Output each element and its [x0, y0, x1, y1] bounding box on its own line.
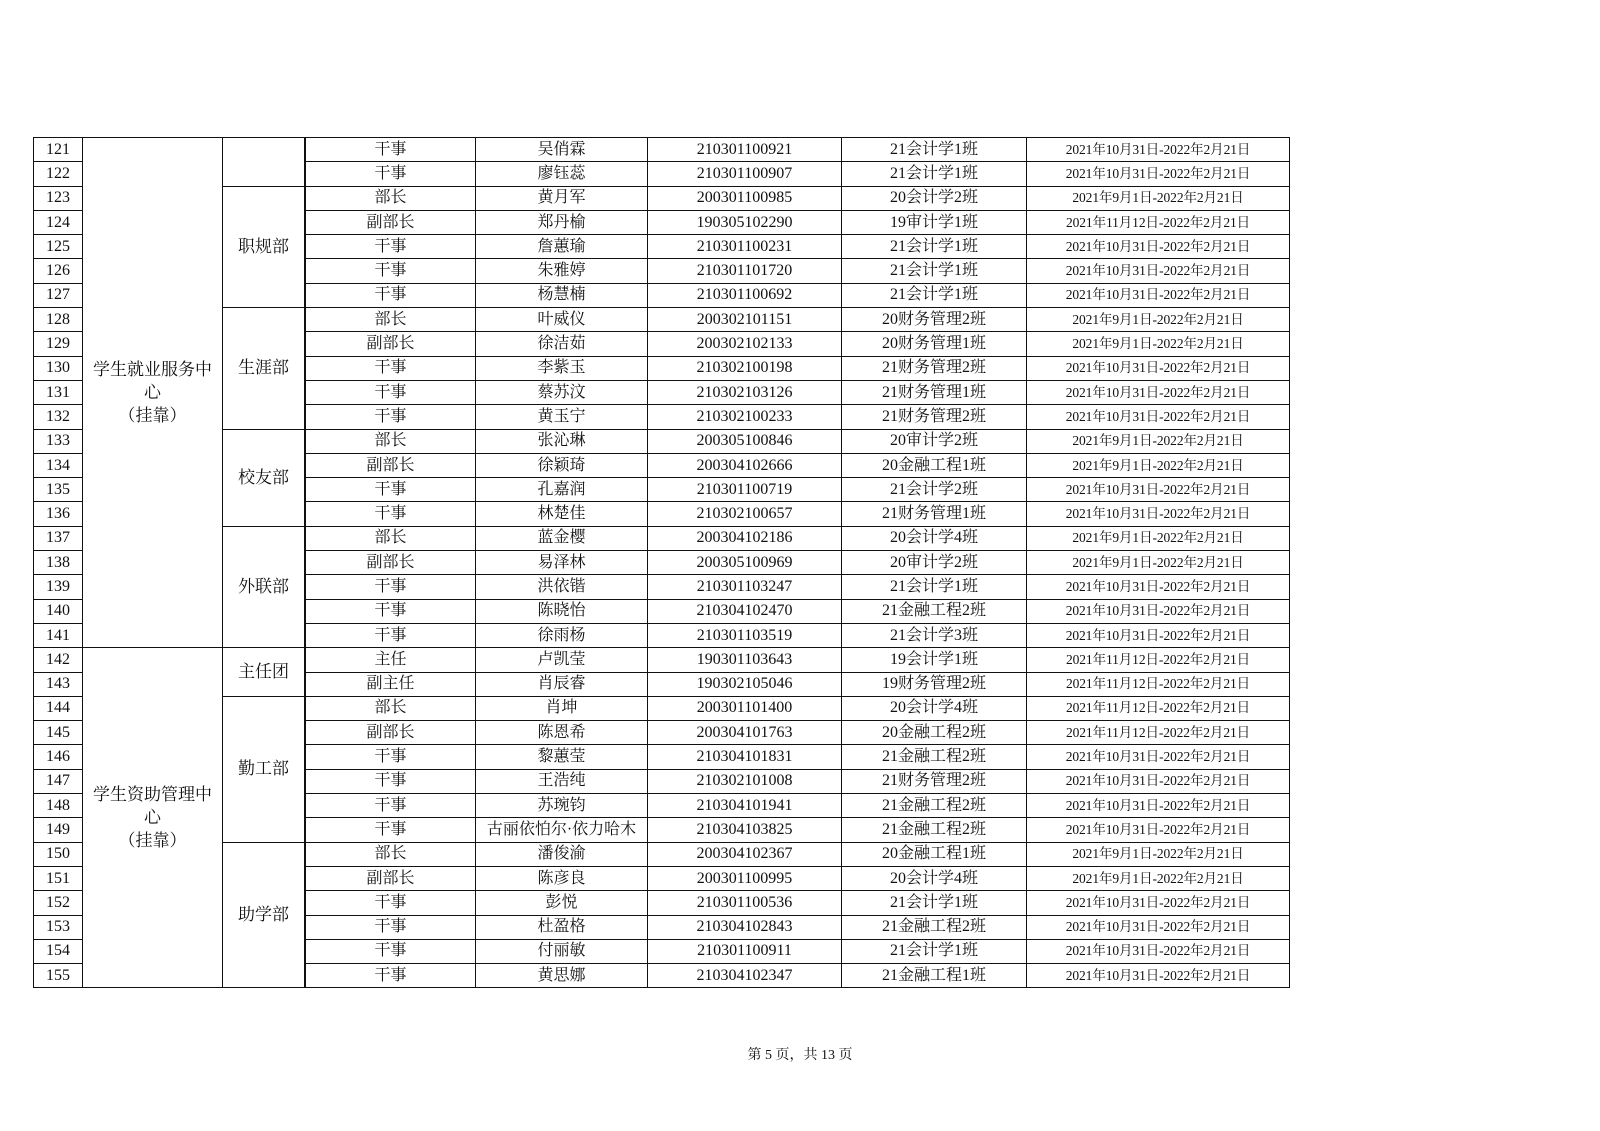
student-id-cell: 210301100911 — [648, 939, 842, 963]
center-group-cell — [83, 138, 223, 648]
row-number-cell: 147 — [34, 769, 83, 793]
class-cell: 21会计学2班 — [842, 478, 1027, 502]
class-cell: 21财务管理2班 — [842, 405, 1027, 429]
position-cell: 干事 — [306, 623, 476, 647]
center-affiliation: （挂靠） — [118, 406, 187, 426]
class-cell: 20金融工程1班 — [842, 842, 1027, 866]
class-cell: 19会计学1班 — [842, 648, 1027, 672]
student-id-cell: 200301100985 — [648, 186, 842, 210]
student-id-cell: 210302101008 — [648, 769, 842, 793]
term-period-cell: 2021年10月31日-2022年2月21日 — [1027, 794, 1290, 818]
term-period-cell: 2021年10月31日-2022年2月21日 — [1027, 891, 1290, 915]
position-cell: 副部长 — [306, 210, 476, 234]
student-id-cell: 210301100719 — [648, 478, 842, 502]
name-cell: 徐洁茹 — [476, 332, 648, 356]
row-number-cell: 126 — [34, 259, 83, 283]
position-cell: 部长 — [306, 308, 476, 332]
term-period-cell: 2021年10月31日-2022年2月21日 — [1027, 939, 1290, 963]
position-cell: 干事 — [306, 939, 476, 963]
class-cell: 20财务管理2班 — [842, 308, 1027, 332]
position-cell: 副部长 — [306, 721, 476, 745]
position-cell: 干事 — [306, 745, 476, 769]
term-period-cell: 2021年10月31日-2022年2月21日 — [1027, 818, 1290, 842]
position-cell: 干事 — [306, 138, 476, 162]
class-cell: 20会计学2班 — [842, 186, 1027, 210]
department-cell: 助学部 — [223, 842, 305, 988]
department-cell: 外联部 — [223, 526, 305, 647]
class-cell: 21会计学1班 — [842, 283, 1027, 307]
position-cell: 干事 — [306, 599, 476, 623]
term-period-cell: 2021年10月31日-2022年2月21日 — [1027, 380, 1290, 404]
student-id-cell: 210302100657 — [648, 502, 842, 526]
position-cell: 部长 — [306, 696, 476, 720]
student-id-cell: 210304102843 — [648, 915, 842, 939]
row-number-cell: 139 — [34, 575, 83, 599]
term-period-cell: 2021年9月1日-2022年2月21日 — [1027, 453, 1290, 477]
term-period-cell: 2021年10月31日-2022年2月21日 — [1027, 769, 1290, 793]
term-period-cell: 2021年10月31日-2022年2月21日 — [1027, 259, 1290, 283]
term-period-cell: 2021年10月31日-2022年2月21日 — [1027, 964, 1290, 988]
row-number-cell: 127 — [34, 283, 83, 307]
name-cell: 叶威仪 — [476, 308, 648, 332]
student-id-cell: 200304102367 — [648, 842, 842, 866]
name-cell: 徐颖琦 — [476, 453, 648, 477]
student-id-cell: 210301100692 — [648, 283, 842, 307]
row-number-cell: 153 — [34, 915, 83, 939]
row-number-cell: 129 — [34, 332, 83, 356]
student-id-cell: 200302101151 — [648, 308, 842, 332]
row-number-cell: 132 — [34, 405, 83, 429]
position-cell: 干事 — [306, 915, 476, 939]
term-period-cell: 2021年9月1日-2022年2月21日 — [1027, 308, 1290, 332]
student-id-cell: 200302102133 — [648, 332, 842, 356]
term-period-cell: 2021年9月1日-2022年2月21日 — [1027, 866, 1290, 890]
row-number-cell: 151 — [34, 866, 83, 890]
name-cell: 吴俏霖 — [476, 138, 648, 162]
row-number-cell: 128 — [34, 308, 83, 332]
row-number-cell: 152 — [34, 891, 83, 915]
student-id-cell: 190302105046 — [648, 672, 842, 696]
name-cell: 卢凯莹 — [476, 648, 648, 672]
position-cell: 干事 — [306, 478, 476, 502]
page-footer: 第 5 页，共 13 页 — [747, 1048, 853, 1063]
name-cell: 徐雨杨 — [476, 623, 648, 647]
name-cell: 李紫玉 — [476, 356, 648, 380]
name-cell: 杜盈格 — [476, 915, 648, 939]
name-cell: 潘俊渝 — [476, 842, 648, 866]
position-cell: 副部长 — [306, 551, 476, 575]
row-number-cell: 140 — [34, 599, 83, 623]
term-period-cell: 2021年10月31日-2022年2月21日 — [1027, 162, 1290, 186]
table-row — [34, 842, 1290, 866]
position-cell: 干事 — [306, 356, 476, 380]
student-id-cell: 210301100231 — [648, 235, 842, 259]
student-id-cell: 210301100921 — [648, 138, 842, 162]
term-period-cell: 2021年11月12日-2022年2月21日 — [1027, 721, 1290, 745]
student-id-cell: 210301103519 — [648, 623, 842, 647]
table-row — [34, 186, 1290, 210]
row-number-cell: 133 — [34, 429, 83, 453]
class-cell: 21财务管理2班 — [842, 356, 1027, 380]
student-id-cell: 210301103247 — [648, 575, 842, 599]
name-cell: 郑丹榆 — [476, 210, 648, 234]
class-cell: 21会计学1班 — [842, 891, 1027, 915]
row-number-cell: 135 — [34, 478, 83, 502]
row-number-cell: 138 — [34, 551, 83, 575]
center-name: 学生资助管理中心 — [93, 785, 212, 828]
class-cell: 20财务管理1班 — [842, 332, 1027, 356]
member-table-body — [34, 138, 1290, 988]
name-cell: 黄玉宁 — [476, 405, 648, 429]
name-cell: 黎蕙莹 — [476, 745, 648, 769]
position-cell: 部长 — [306, 186, 476, 210]
class-cell: 21金融工程1班 — [842, 964, 1027, 988]
class-cell: 21财务管理1班 — [842, 502, 1027, 526]
position-cell: 干事 — [306, 162, 476, 186]
term-period-cell: 2021年9月1日-2022年2月21日 — [1027, 526, 1290, 550]
position-cell: 主任 — [306, 648, 476, 672]
name-cell: 苏琬钧 — [476, 794, 648, 818]
table-row — [34, 429, 1290, 453]
class-cell: 21金融工程2班 — [842, 915, 1027, 939]
row-number-cell: 137 — [34, 526, 83, 550]
term-period-cell: 2021年10月31日-2022年2月21日 — [1027, 915, 1290, 939]
term-period-cell: 2021年10月31日-2022年2月21日 — [1027, 405, 1290, 429]
class-cell: 19财务管理2班 — [842, 672, 1027, 696]
class-cell: 21会计学3班 — [842, 623, 1027, 647]
class-cell: 21会计学1班 — [842, 259, 1027, 283]
term-period-cell: 2021年10月31日-2022年2月21日 — [1027, 575, 1290, 599]
name-cell: 黄思娜 — [476, 964, 648, 988]
term-period-cell: 2021年9月1日-2022年2月21日 — [1027, 429, 1290, 453]
row-number-cell: 125 — [34, 235, 83, 259]
position-cell: 干事 — [306, 502, 476, 526]
position-cell: 副部长 — [306, 332, 476, 356]
row-number-cell: 122 — [34, 162, 83, 186]
student-id-cell: 200304102186 — [648, 526, 842, 550]
row-number-cell: 149 — [34, 818, 83, 842]
position-cell: 部长 — [306, 429, 476, 453]
position-cell: 干事 — [306, 235, 476, 259]
student-id-cell: 200305100969 — [648, 551, 842, 575]
student-id-cell: 210304101831 — [648, 745, 842, 769]
position-cell: 部长 — [306, 842, 476, 866]
name-cell: 付丽敏 — [476, 939, 648, 963]
class-cell: 21会计学1班 — [842, 939, 1027, 963]
class-cell: 20金融工程2班 — [842, 721, 1027, 745]
term-period-cell: 2021年10月31日-2022年2月21日 — [1027, 623, 1290, 647]
class-cell: 21金融工程2班 — [842, 818, 1027, 842]
table-row — [34, 648, 1290, 672]
term-period-cell: 2021年10月31日-2022年2月21日 — [1027, 599, 1290, 623]
term-period-cell: 2021年10月31日-2022年2月21日 — [1027, 745, 1290, 769]
name-cell: 蓝金樱 — [476, 526, 648, 550]
student-id-cell: 200301100995 — [648, 866, 842, 890]
class-cell: 20会计学4班 — [842, 866, 1027, 890]
name-cell: 肖坤 — [476, 696, 648, 720]
position-cell: 干事 — [306, 283, 476, 307]
name-cell: 肖辰睿 — [476, 672, 648, 696]
row-number-cell: 131 — [34, 380, 83, 404]
term-period-cell: 2021年10月31日-2022年2月21日 — [1027, 356, 1290, 380]
name-cell: 易泽林 — [476, 551, 648, 575]
term-period-cell: 2021年10月31日-2022年2月21日 — [1027, 502, 1290, 526]
position-cell: 干事 — [306, 575, 476, 599]
student-id-cell: 210304101941 — [648, 794, 842, 818]
row-number-cell: 124 — [34, 210, 83, 234]
position-cell: 副部长 — [306, 453, 476, 477]
position-cell: 副部长 — [306, 866, 476, 890]
position-cell: 干事 — [306, 891, 476, 915]
class-cell: 21会计学1班 — [842, 162, 1027, 186]
term-period-cell: 2021年11月12日-2022年2月21日 — [1027, 696, 1290, 720]
row-number-cell: 121 — [34, 138, 83, 162]
table-row — [34, 526, 1290, 550]
name-cell: 古丽依怕尔·依力哈木 — [476, 818, 648, 842]
student-id-cell: 210302103126 — [648, 380, 842, 404]
row-number-cell: 141 — [34, 623, 83, 647]
name-cell: 孔嘉润 — [476, 478, 648, 502]
term-period-cell: 2021年11月12日-2022年2月21日 — [1027, 648, 1290, 672]
student-id-cell: 190301103643 — [648, 648, 842, 672]
student-id-cell: 210301101720 — [648, 259, 842, 283]
position-cell: 干事 — [306, 380, 476, 404]
row-number-cell: 145 — [34, 721, 83, 745]
name-cell: 陈晓怡 — [476, 599, 648, 623]
student-id-cell: 210302100198 — [648, 356, 842, 380]
student-id-cell: 200304101763 — [648, 721, 842, 745]
name-cell: 廖钰蕊 — [476, 162, 648, 186]
row-number-cell: 154 — [34, 939, 83, 963]
row-number-cell: 146 — [34, 745, 83, 769]
class-cell: 21财务管理1班 — [842, 380, 1027, 404]
name-cell: 陈彦良 — [476, 866, 648, 890]
term-period-cell: 2021年11月12日-2022年2月21日 — [1027, 210, 1290, 234]
student-id-cell: 210304102470 — [648, 599, 842, 623]
term-period-cell: 2021年9月1日-2022年2月21日 — [1027, 842, 1290, 866]
department-cell: 主任团 — [223, 648, 305, 697]
name-cell: 彭悦 — [476, 891, 648, 915]
term-period-cell: 2021年11月12日-2022年2月21日 — [1027, 672, 1290, 696]
class-cell: 20审计学2班 — [842, 551, 1027, 575]
department-cell — [223, 138, 305, 187]
position-cell: 干事 — [306, 405, 476, 429]
position-cell: 干事 — [306, 259, 476, 283]
class-cell: 20会计学4班 — [842, 526, 1027, 550]
term-period-cell: 2021年9月1日-2022年2月21日 — [1027, 332, 1290, 356]
department-cell: 生涯部 — [223, 308, 305, 429]
row-number-cell: 155 — [34, 964, 83, 988]
term-period-cell: 2021年10月31日-2022年2月21日 — [1027, 138, 1290, 162]
table-row — [34, 138, 1290, 162]
center-group-cell — [83, 648, 223, 988]
name-cell: 朱雅婷 — [476, 259, 648, 283]
student-id-cell: 200304102666 — [648, 453, 842, 477]
class-cell: 21会计学1班 — [842, 575, 1027, 599]
center-affiliation: （挂靠） — [118, 831, 187, 851]
term-period-cell: 2021年10月31日-2022年2月21日 — [1027, 235, 1290, 259]
name-cell: 杨慧楠 — [476, 283, 648, 307]
position-cell: 副主任 — [306, 672, 476, 696]
department-cell: 职规部 — [223, 186, 305, 307]
student-id-cell: 200305100846 — [648, 429, 842, 453]
name-cell: 洪依锴 — [476, 575, 648, 599]
name-cell: 蔡苏汶 — [476, 380, 648, 404]
class-cell: 21金融工程2班 — [842, 599, 1027, 623]
name-cell: 黄月军 — [476, 186, 648, 210]
table-row — [34, 308, 1290, 332]
position-cell: 部长 — [306, 526, 476, 550]
name-cell: 张沁琳 — [476, 429, 648, 453]
center-name: 学生就业服务中心 — [93, 360, 212, 403]
class-cell: 20审计学2班 — [842, 429, 1027, 453]
student-id-cell: 200301101400 — [648, 696, 842, 720]
term-period-cell: 2021年9月1日-2022年2月21日 — [1027, 551, 1290, 575]
position-cell: 干事 — [306, 964, 476, 988]
class-cell: 21金融工程2班 — [842, 745, 1027, 769]
student-id-cell: 210302100233 — [648, 405, 842, 429]
class-cell: 21会计学1班 — [842, 235, 1027, 259]
table-row — [34, 696, 1290, 720]
row-number-cell: 123 — [34, 186, 83, 210]
student-id-cell: 210304102347 — [648, 964, 842, 988]
row-number-cell: 130 — [34, 356, 83, 380]
student-id-cell: 210301100907 — [648, 162, 842, 186]
class-cell: 21金融工程2班 — [842, 794, 1027, 818]
row-number-cell: 136 — [34, 502, 83, 526]
class-cell: 20金融工程1班 — [842, 453, 1027, 477]
position-cell: 干事 — [306, 794, 476, 818]
row-number-cell: 148 — [34, 794, 83, 818]
row-number-cell: 143 — [34, 672, 83, 696]
name-cell: 陈恩希 — [476, 721, 648, 745]
class-cell: 20会计学4班 — [842, 696, 1027, 720]
row-number-cell: 142 — [34, 648, 83, 672]
position-cell: 干事 — [306, 769, 476, 793]
member-table — [33, 137, 1290, 988]
term-period-cell: 2021年10月31日-2022年2月21日 — [1027, 283, 1290, 307]
student-id-cell: 190305102290 — [648, 210, 842, 234]
student-id-cell: 210301100536 — [648, 891, 842, 915]
student-id-cell: 210304103825 — [648, 818, 842, 842]
name-cell: 詹蕙瑜 — [476, 235, 648, 259]
name-cell: 林楚佳 — [476, 502, 648, 526]
position-cell: 干事 — [306, 818, 476, 842]
row-number-cell: 144 — [34, 696, 83, 720]
class-cell: 21财务管理2班 — [842, 769, 1027, 793]
name-cell: 王浩纯 — [476, 769, 648, 793]
class-cell: 19审计学1班 — [842, 210, 1027, 234]
department-cell: 勤工部 — [223, 696, 305, 842]
term-period-cell: 2021年9月1日-2022年2月21日 — [1027, 186, 1290, 210]
row-number-cell: 150 — [34, 842, 83, 866]
class-cell: 21会计学1班 — [842, 138, 1027, 162]
department-cell: 校友部 — [223, 429, 305, 526]
row-number-cell: 134 — [34, 453, 83, 477]
term-period-cell: 2021年10月31日-2022年2月21日 — [1027, 478, 1290, 502]
